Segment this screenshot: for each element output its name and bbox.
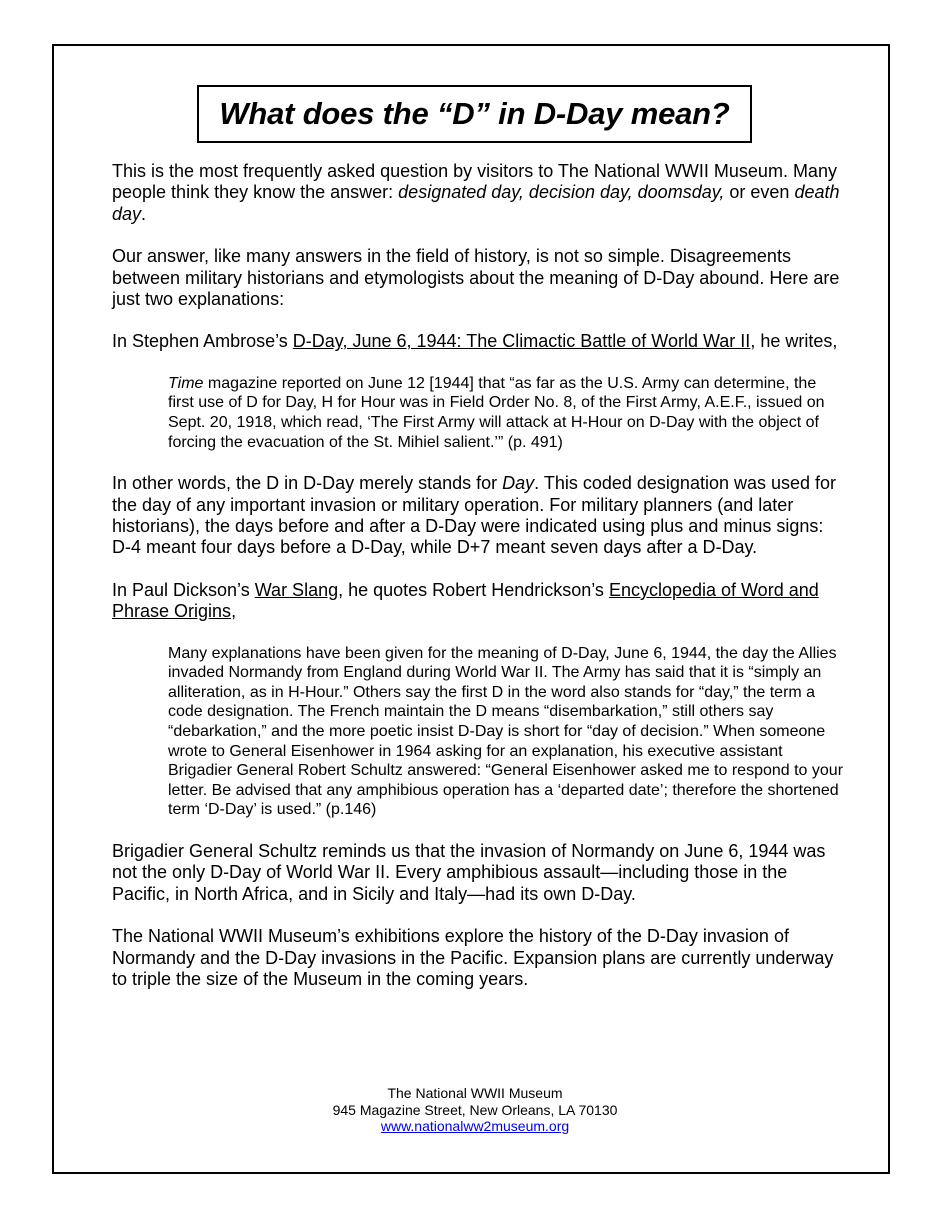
footer-address: 945 Magazine Street, New Orleans, LA 70130: [332, 1101, 618, 1118]
intro-text: This is the most frequently asked question by visitors to The National WWII Museum. Many people think they know the answer:: [112, 161, 837, 203]
paragraph-answer: Our answer, like many answers in the field of history, is not so simple. Disagreements between military historians and etymologists about the meaning of D-Day abound. Here are just two explanations:: [112, 246, 840, 310]
page-title: What does the “D” in D-Day mean?: [219, 96, 730, 131]
ambrose-text: In Stephen Ambrose’s: [112, 331, 293, 352]
title-box: [197, 85, 752, 143]
footer: [0, 1085, 950, 1135]
quote-time-magazine: Time: [168, 374, 204, 392]
intro-text-or: or even: [724, 182, 795, 203]
paragraph-dickson: [112, 580, 844, 623]
footer-org: The National WWII Museum: [387, 1085, 563, 1101]
paragraph-other-words: [112, 473, 844, 559]
intro-italic-death-day: death day: [112, 182, 840, 224]
intro-italic-answers: designated day, decision day, doomsday,: [398, 182, 725, 203]
intro-text-end: .: [141, 203, 147, 224]
other-words-text-end: . This coded designation was used for the day of any important invasion or military operation. For military planners (and later historians), the days before and after a D-Day were indicated using plus and minus signs: D-4 meant four days before a D-Day, while D+7 meant seven days after a D-Day.: [112, 473, 837, 558]
dickson-text-end: ,: [231, 601, 237, 622]
other-words-text: In other words, the D in D-Day merely stands for: [112, 473, 503, 494]
paragraph-intro: [112, 161, 844, 225]
ambrose-text-end: , he writes,: [750, 331, 838, 352]
dickson-text: In Paul Dickson’s: [112, 579, 255, 600]
quote-hendrickson: Many explanations have been given for the meaning of D-Day, June 6, 1944, the day the Allies invaded Normandy from England during World War II. The Army has said that it is “simply an alliteration, as in H-Hour.” Others say the first D in the word also stands for “day,” the term a code designation. The French maintain the D means “disembarkation,” still others say “debarkation,” and the more poetic insist D-Day is short for “day of decision.” When someone wrote to General Eisenhower in 1964 asking for an explanation, his executive assistant Brigadier General Robert Schultz answered: “General Eisenhower asked me to respond to your letter. Be advised that any amphibious operation has a ‘departed date’; therefore the shortened term ‘D-Day’ is used.” (p.146): [168, 644, 844, 819]
article-body: [112, 161, 844, 1011]
paragraph-schultz: Brigadier General Schultz reminds us that the invasion of Normandy on June 6, 1944 was not the only D-Day of World War II. Every amphibious assault—including those in the Pacific, in North Africa, and in Sicily and Italy—had its own D-Day.: [112, 841, 826, 904]
paragraph-ambrose: [112, 331, 844, 352]
footer-website-link[interactable]: www.nationalww2museum.org: [380, 1118, 570, 1134]
quote-ambrose: [168, 374, 844, 452]
dickson-text-mid: , he quotes Robert Hendrickson’s: [338, 579, 609, 600]
war-slang-title: War Slang: [254, 579, 339, 600]
ambrose-book-title: D-Day, June 6, 1944: The Climactic Battle of World War II: [292, 331, 751, 352]
quote-ambrose-text: magazine reported on June 12 [1944] that “as far as the U.S. Army can determine, the first use of D for Day, H for Hour was in Field Order No. 8, of the First Army, A.E.F., issued on Sept. 20, 1918, which read, ‘The First Army will attack at H-Hour on D-Day with the object of forcing the evacuation of the St. Mihiel salient.’” (p. 491): [168, 374, 825, 451]
paragraph-museum: The National WWII Museum’s exhibitions explore the history of the D-Day invasion of Normandy and the D-Day invasions in the Pacific. Expansion plans are currently underway to triple the size of the Museum in the coming years.: [112, 926, 834, 990]
other-words-italic-day: Day: [502, 473, 535, 494]
encyclopedia-title: Encyclopedia of Word and Phrase Origins: [112, 579, 819, 622]
